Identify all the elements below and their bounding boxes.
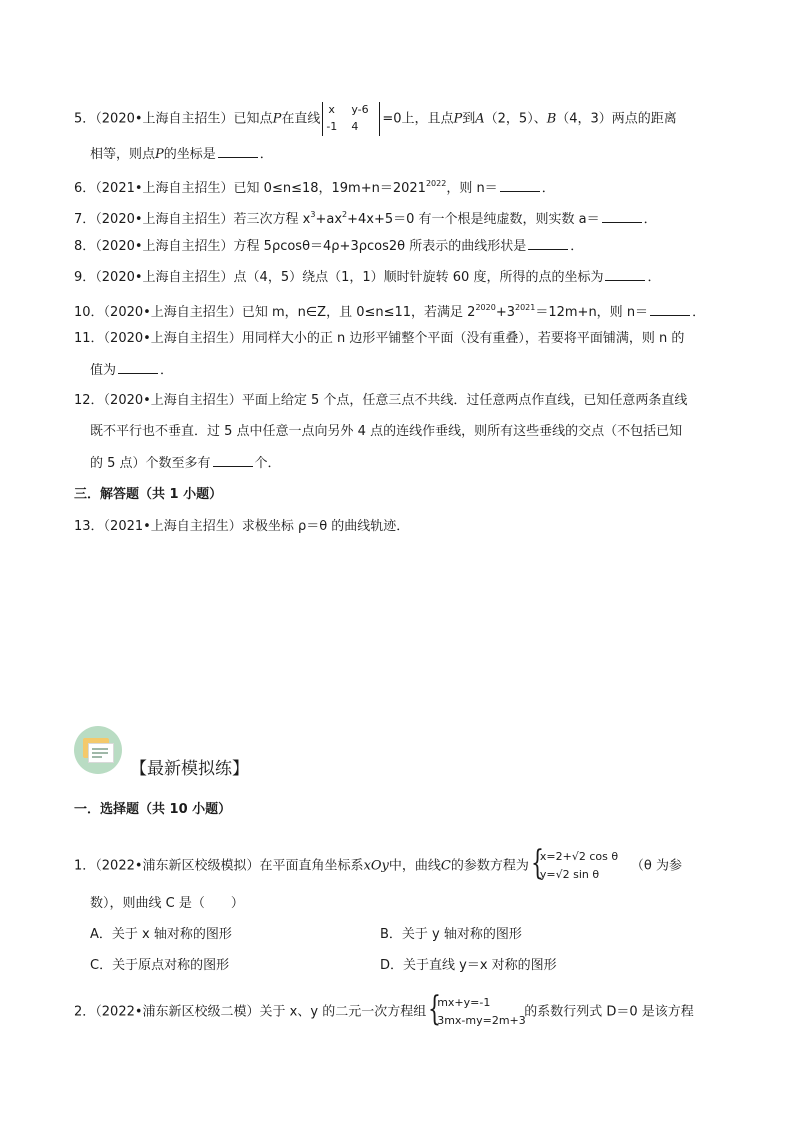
det-d: 4 [351,120,359,133]
question-text: 求极坐标 ρ＝θ 的曲线轨迹． [241,519,410,534]
question-12-line2 [90,423,682,441]
answer-blank [118,361,158,374]
question-text: ． [692,305,706,320]
question-source: （2022•浦东新区校级二模） [95,1004,260,1020]
var-p: P [272,111,282,127]
det-a: x [328,103,335,116]
var-xoy: xOy [363,858,389,874]
question-number: 5． [74,111,96,127]
answer-blank [213,454,253,467]
question-text: 方程 5ρcosθ＝4ρ+3ρcos2θ 所表示的曲线形状是 [233,239,527,254]
question-text: +3 [495,305,515,320]
question-11-line2 [90,361,173,380]
question-text: 中，曲线 [388,858,441,874]
question-number: 6． [74,181,96,196]
question-text: 点（4，5）绕点（1，1）顺时针旋转 60 度，所得的点的坐标为 [233,270,604,285]
question-number: 2． [74,1004,96,1020]
question-11 [74,330,684,348]
question-8 [74,237,583,256]
equation-row: y=√2 sin θ [539,868,600,881]
question-source: （2020•上海自主招生） [103,331,242,346]
question-text: 已知 0≤n≤18，19m+n＝2021 [233,181,426,196]
mock-heading: 【最新模拟练】 [130,759,249,779]
question-text: ． [570,239,584,254]
det-b: y-6 [351,103,369,116]
question-12-line3 [90,454,281,473]
answer-blank [500,179,540,192]
var-a: A [475,111,485,127]
question-source: （2022•浦东新区校级模拟） [95,858,260,874]
option-a[interactable]: A．关于 x 轴对称的图形 [90,927,232,942]
question-source: （2020•上海自主招生） [95,239,234,254]
question-text: （2，5）、 [484,111,547,127]
question-text: 的系数行列式 D＝0 是该方程 [524,1004,694,1020]
equation-row: x=2+√2 cos θ [539,850,619,863]
question-text: =0上，且点 [382,111,454,127]
question-text: ． [643,212,657,227]
mock-question-2 [74,989,694,1031]
question-text: ，则 n＝ [446,181,498,196]
question-9 [74,268,660,287]
option-c[interactable]: C．关于原点对称的图形 [90,958,230,973]
question-text: 的 5 点）个数至多有 [90,456,211,471]
answer-blank [528,237,568,250]
question-7 [74,206,657,229]
question-text: ＝12m+n，则 n＝ [535,305,649,320]
question-text: （θ 为参 [630,858,682,874]
section-heading: 一．选择题（共 10 小题） [74,802,232,817]
mock-question-1-line2: 数），则曲线 C 是（ ） [90,896,244,911]
answer-blank [605,268,645,281]
equation-system: { mx+y=-1 3mx-my=2m+3 [428,989,526,1029]
superscript: 2022 [425,179,447,188]
question-text: 在平面直角坐标系 [259,858,364,874]
superscript: 2 [342,210,348,219]
question-number: 13． [74,519,104,534]
question-text: ． [541,181,555,196]
question-number: 7． [74,212,96,227]
question-number: 11． [74,331,104,346]
question-text: ． [160,363,174,378]
question-source: （2020•上海自主招生） [95,270,234,285]
var-p: P [155,147,164,162]
question-source: （2020•上海自主招生） [95,212,234,227]
var-c: C [440,858,451,874]
answer-blank [650,303,690,316]
question-text: 用同样大小的正 n 边形平铺整个平面（没有重叠），若要将平面铺满，则 n 的 [241,331,685,346]
question-text: +4x+5＝0 有一个根是纯虚数，则实数 a＝ [347,212,600,227]
question-number: 12． [74,393,104,408]
question-text: 相等，则点 [90,147,156,162]
question-text: 已知 m，n∈Z，且 0≤n≤11，若满足 2 [241,305,476,320]
superscript: 2021 [514,303,536,312]
question-12 [74,392,687,410]
section-heading: 三．解答题（共 1 小题） [74,487,223,502]
question-text: 在直线 [281,111,321,127]
question-source: （2020•上海自主招生） [95,111,234,127]
question-text: ． [259,147,273,162]
superscript: 2020 [475,303,496,312]
determinant [322,102,380,136]
question-source: （2020•上海自主招生） [103,305,242,320]
question-5 [74,102,677,136]
question-number: 10． [74,305,104,320]
question-5-line2 [90,145,273,164]
question-number: 1． [74,858,96,874]
answer-blank [218,145,258,158]
question-text: 个． [254,456,281,471]
option-d[interactable]: D．关于直线 y＝x 对称的图形 [380,958,557,973]
question-13 [74,518,409,536]
question-text: 的坐标是 [163,147,216,162]
question-source: （2021•上海自主招生） [95,181,234,196]
question-10 [74,299,705,322]
question-number: 9． [74,270,96,285]
answer-blank [602,210,642,223]
question-text: 平面上给定 5 个点，任意三点不共线．过任意两点作直线，已知任意两条直线 [241,393,688,408]
question-text: 到 [462,111,476,127]
equation-row: mx+y=-1 [437,996,491,1009]
question-6 [74,175,555,198]
question-text: 既不平行也不垂直．过 5 点中任意一点向另外 4 点的连线作垂线，则所有这些垂线的交点（不包括已知 [90,424,683,439]
question-text: ． [647,270,661,285]
question-source: （2020•上海自主招生） [103,393,242,408]
question-text: +ax [315,212,343,227]
mock-question-1 [74,843,682,885]
question-text: 关于 x、y 的二元一次方程组 [259,1004,427,1020]
var-p: P [453,111,463,127]
question-number: 8． [74,239,96,254]
det-c: -1 [326,120,338,133]
notebook-icon [74,726,122,774]
question-text: 的参数方程为 [450,858,529,874]
option-b[interactable]: B．关于 y 轴对称的图形 [380,927,522,942]
question-text: 已知点 [233,111,273,127]
question-text: （4，3）两点的距离 [556,111,677,127]
var-b: B [546,111,557,127]
question-text: 值为 [90,363,117,378]
equation-system: { x=2+√2 cos θ y=√2 sin θ [530,843,619,883]
question-source: （2021•上海自主招生） [103,519,242,534]
question-text: 若三次方程 x [233,212,311,227]
equation-row: 3mx-my=2m+3 [437,1014,526,1027]
superscript: 3 [310,210,316,219]
